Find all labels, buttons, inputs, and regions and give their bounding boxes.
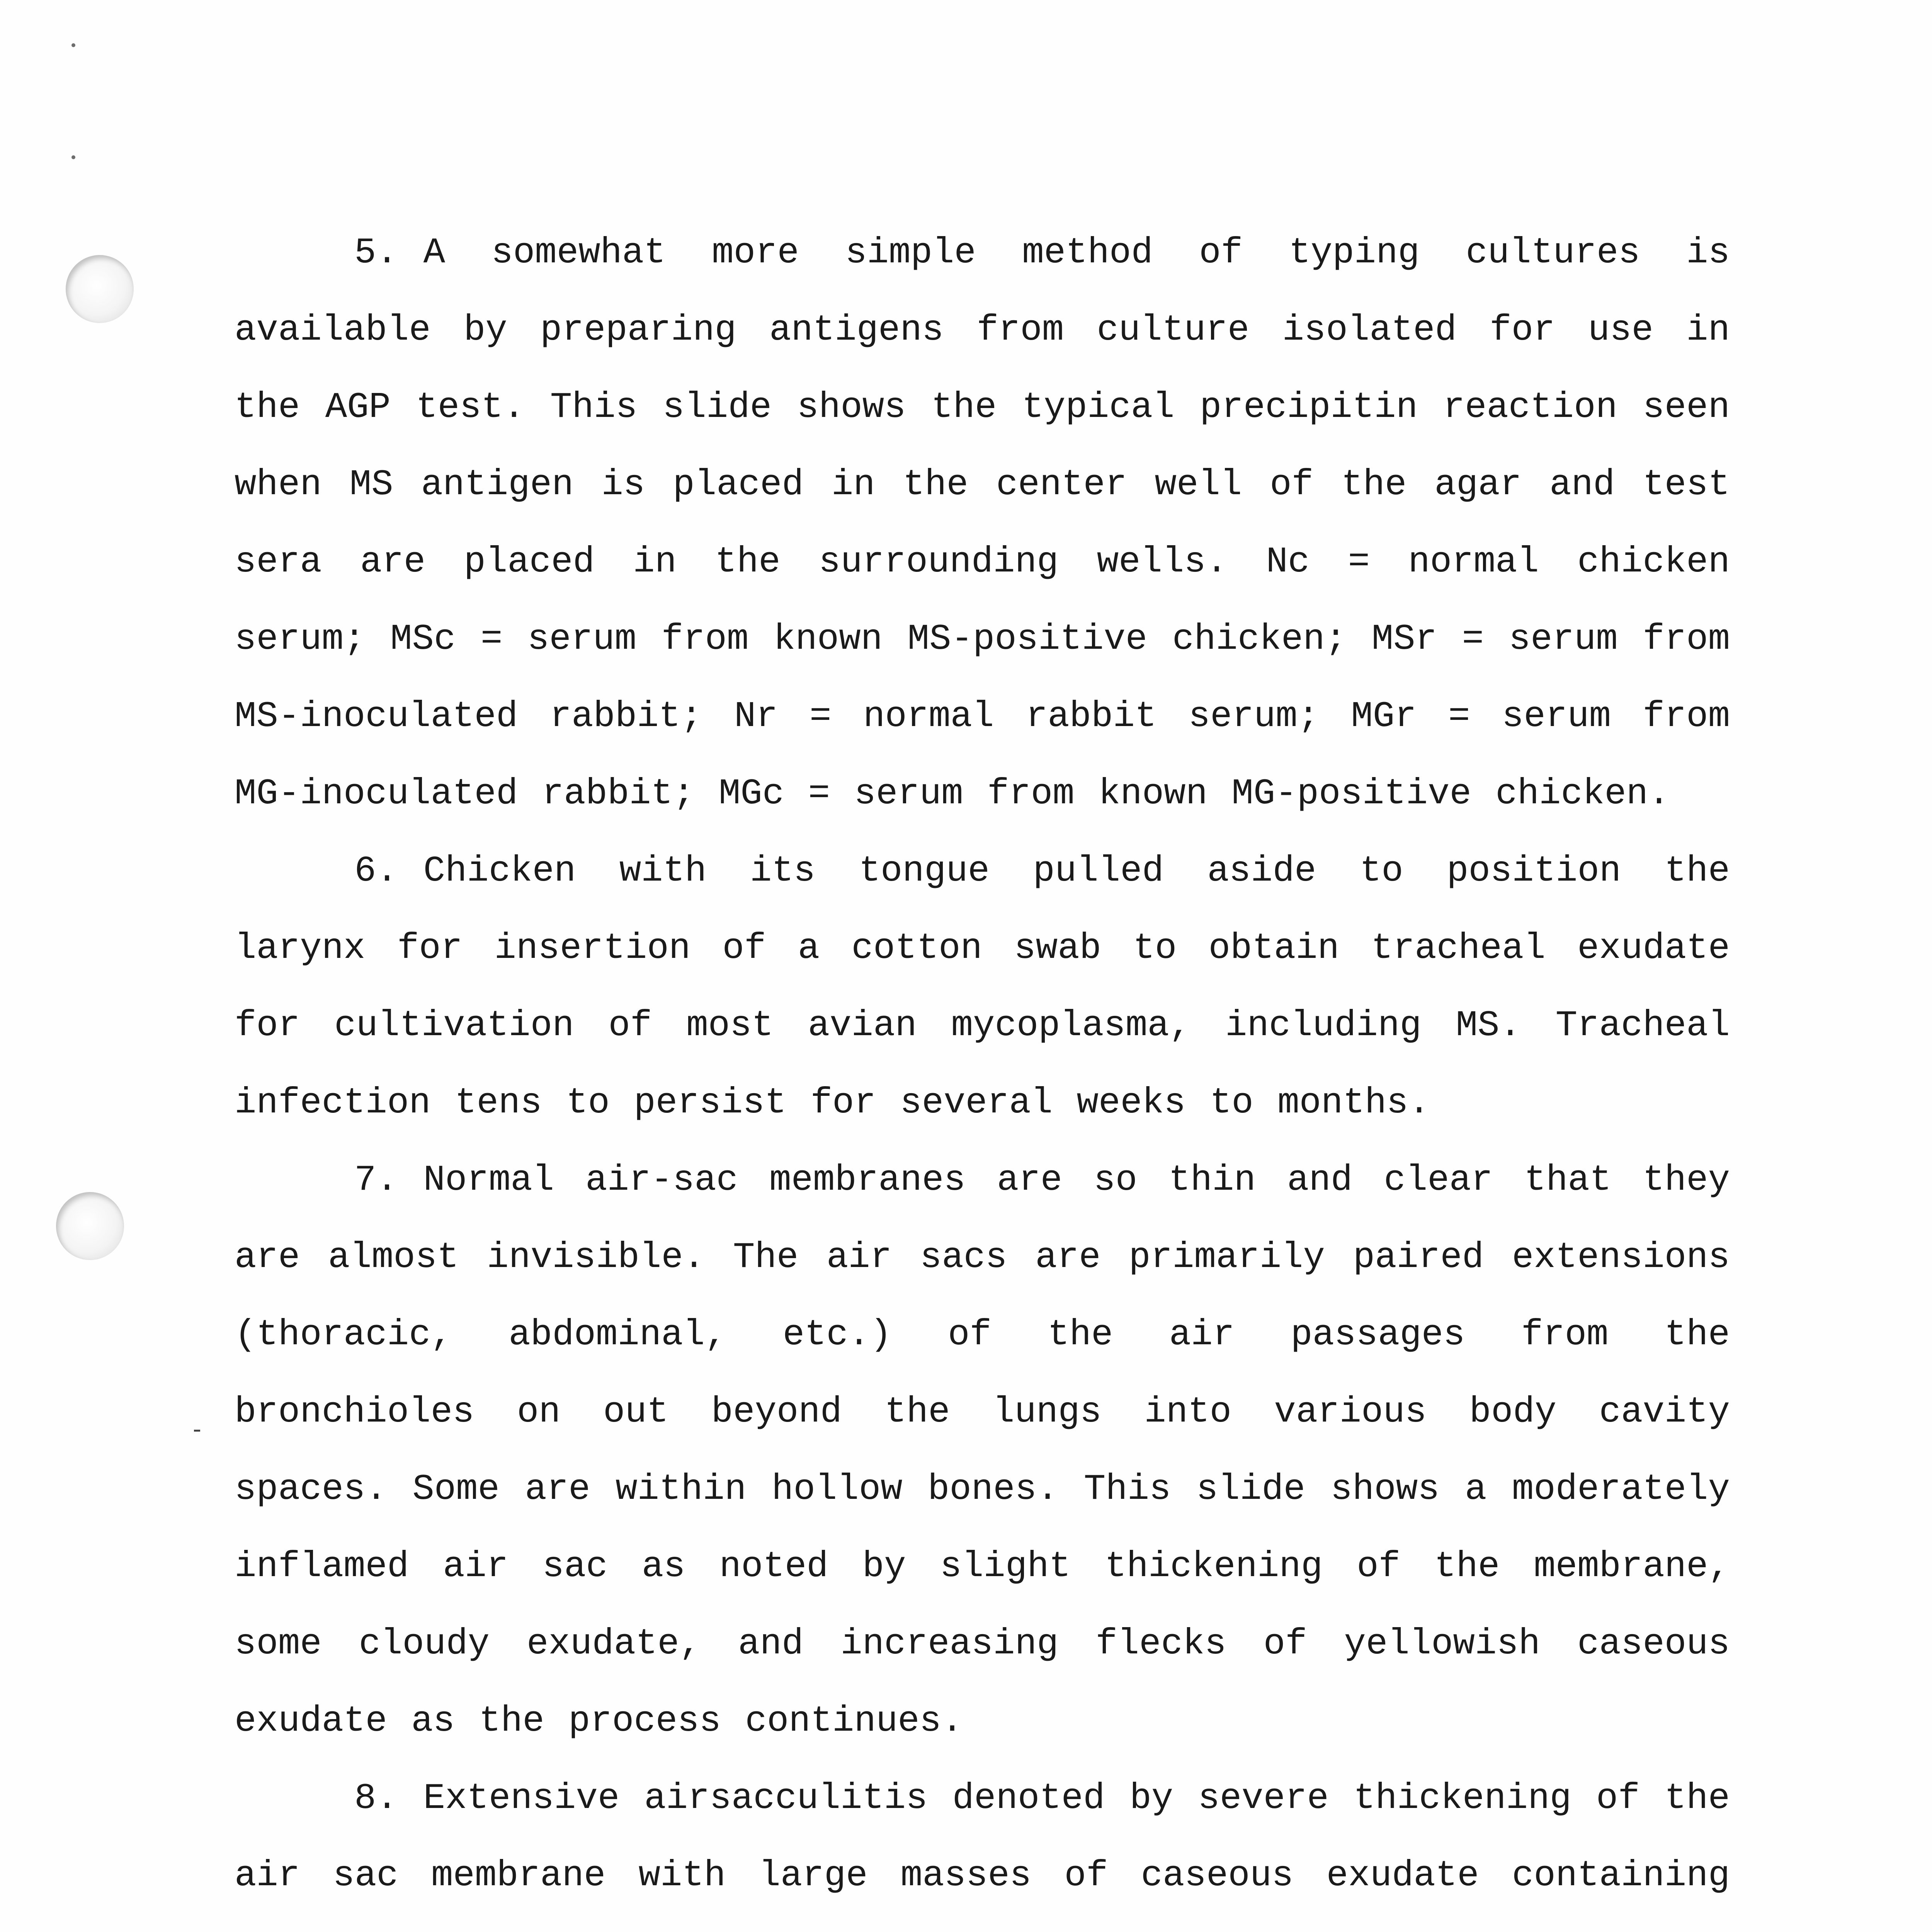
binder-punch-hole-top (66, 255, 134, 323)
paragraph-number: 5. (354, 233, 398, 274)
body-text (235, 214, 1730, 1932)
paragraph-number: 8. (354, 1778, 398, 1819)
paragraph-text: Normal air-sac membranes are so thin and clear that they are almost invisible. The air sacs are primarily paired extensions (thoracic, abdominal, etc.) of the air passages from the bronchioles on out beyond the lungs into various body cavity spaces. Some are within hollow bones. This slide shows a moderately inflamed air sac as noted by slight thickening of the membrane, some cloudy exudate, and increasing flecks of yellowish caseous exudate as the process continues. (235, 1160, 1730, 1742)
paragraph-text: Extensive airsacculitis denoted by severe thickening of the air sac membrane with large masses of caseous exudate containing (235, 1778, 1730, 1896)
paragraph-text: Chicken with its tongue pulled aside to position the larynx for insertion of a cotton swab to obtain tracheal exudate for cultivation of most avian mycoplasma, including MS. Tracheal infection tens to persist for several weeks to months. (235, 851, 1730, 1124)
paragraph-text: A somewhat more simple method of typing cultures is available by preparing antigens from culture isolated for use in the AGP test. This slide shows the typical precipitin reaction seen when MS antigen is placed in the center well of the agar and test sera are placed in the surrounding wells. Nc = normal chicken serum; MSc = serum from known MS-positive chicken; MSr = serum from MS-inoculated rabbit; Nr = normal rabbit serum; MGr = serum from MG-inoculated rabbit; MGc = serum from known MG-positive chicken. (235, 233, 1730, 815)
paragraph-number: 6. (354, 851, 398, 892)
margin-mark (194, 1430, 200, 1432)
paragraph-5 (235, 214, 1730, 833)
binder-punch-hole-middle (56, 1192, 124, 1260)
scan-speck (71, 155, 75, 159)
paragraph-8 (235, 1760, 1730, 1932)
paragraph-7 (235, 1142, 1730, 1760)
paragraph-6 (235, 833, 1730, 1142)
scan-speck (71, 43, 75, 47)
paragraph-number: 7. (354, 1160, 398, 1201)
